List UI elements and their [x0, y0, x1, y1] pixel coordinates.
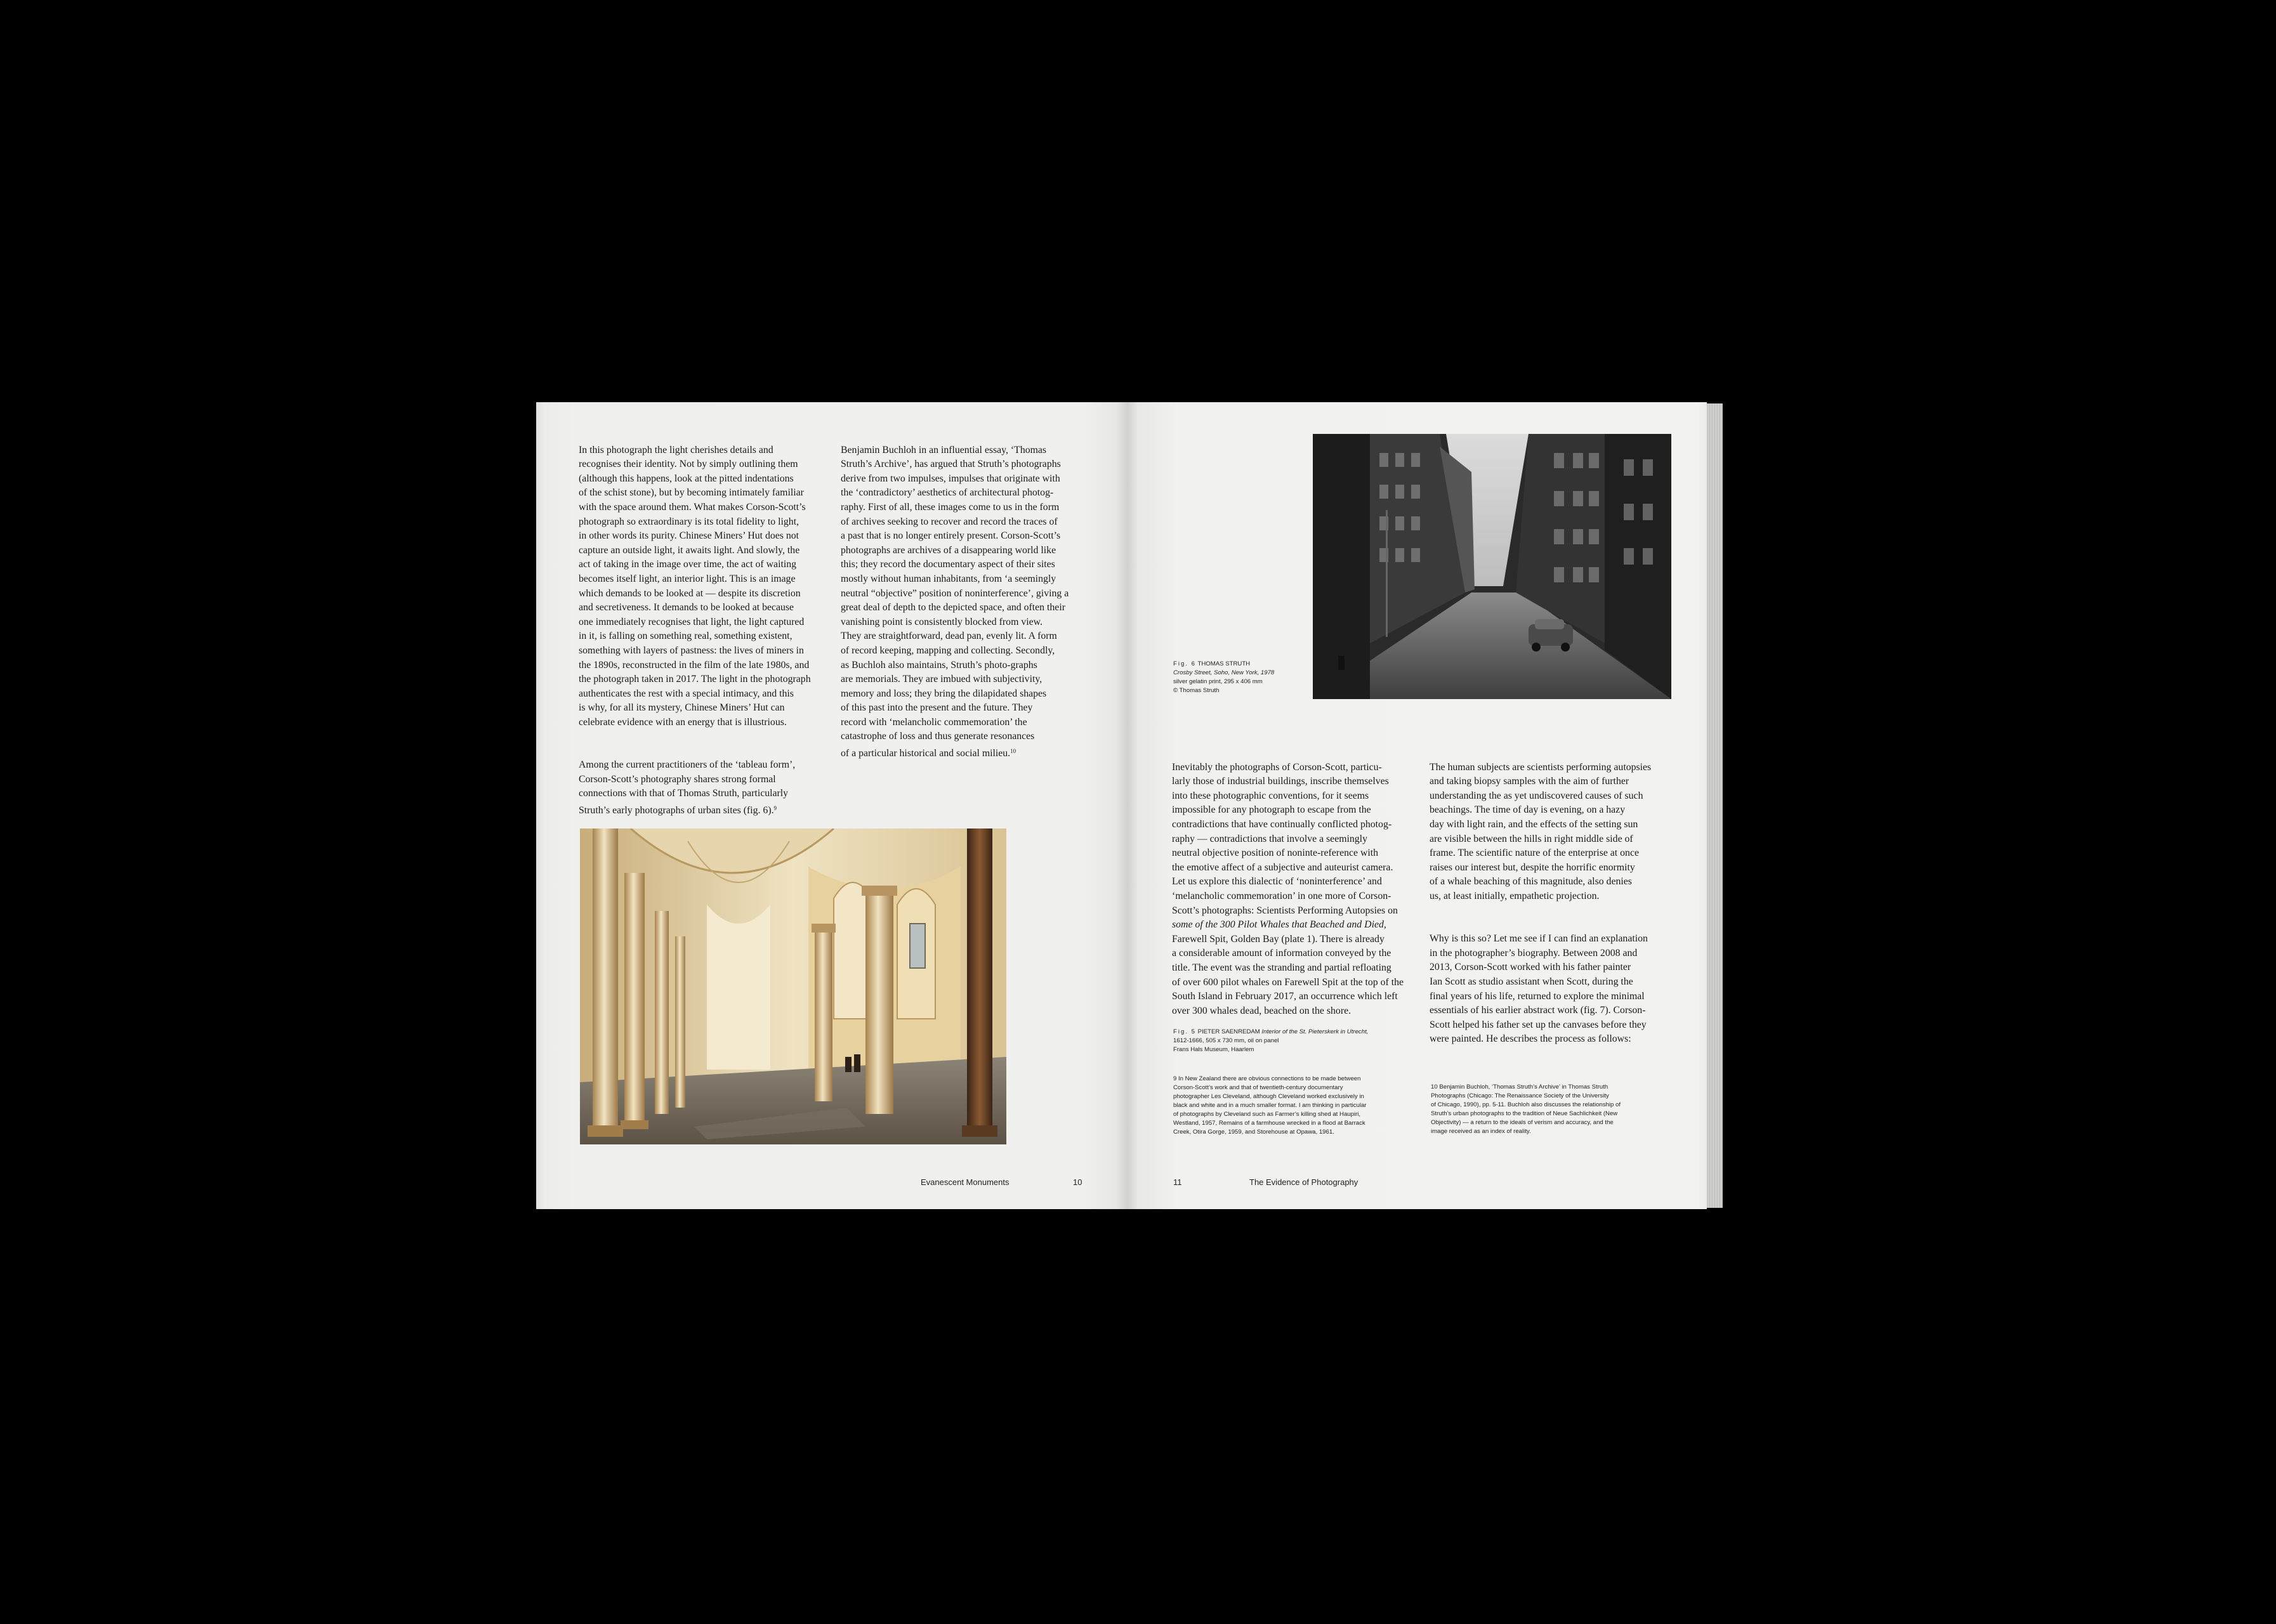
line: day with light rain, and the effects of the setting sun	[1430, 818, 1638, 830]
line: something with layers of pastness: the lives of miners in	[579, 645, 804, 656]
line: photographer Les Cleveland, although Cleveland worked exclusively in	[1173, 1093, 1364, 1100]
line: (although this happens, look at the pitted indentations	[579, 473, 794, 484]
page-number-right: 11	[1173, 1177, 1182, 1187]
church-interior-image	[580, 828, 1006, 1144]
line: South Island in February 2017, an occurrence which left	[1172, 991, 1398, 1002]
line: contradictions that have continually conflicted photog-	[1172, 818, 1392, 830]
line: record with ‘melancholic commemoration’ the	[841, 716, 1027, 728]
line: Photographs (Chicago: The Renaissance Society of the University	[1431, 1092, 1609, 1099]
line: Corson-Scott’s work and that of twentieth-century documentary	[1173, 1084, 1343, 1091]
line: celebrate evidence with an energy that is illustrious.	[579, 716, 787, 728]
line: one immediately recognises that light, the light captured	[579, 616, 805, 627]
line: are memorials. They are imbued with subjectivity,	[841, 674, 1043, 685]
line: raises our interest but, despite the horrific enormity	[1430, 861, 1635, 873]
line: neutral objective position of noninte-reference with	[1172, 848, 1379, 859]
paragraph-why	[1430, 932, 1693, 1047]
fig5-caption	[1173, 1028, 1427, 1054]
line: of record keeping, mapping and collecting. Secondly,	[841, 645, 1055, 656]
left-page	[536, 402, 1127, 1209]
line: Benjamin Buchloh in an influential essay, ‘Thomas	[841, 444, 1047, 455]
line: into these photographic conventions, for it seems	[1172, 790, 1369, 801]
line: photographs are archives of a disappearing world like	[841, 544, 1056, 556]
line: of Chicago, 1990), pp. 5-11. Buchloh also discusses the relationship of	[1431, 1101, 1621, 1108]
line: raphy — contradictions that involve a seemingly	[1172, 833, 1367, 844]
line: of a whale beaching of this magnitude, also denies	[1430, 876, 1632, 887]
church-interior-painting	[580, 828, 1006, 1144]
right-column-2	[1430, 746, 1693, 1061]
fig6-artist: THOMAS STRUTH	[1197, 660, 1251, 667]
line: understanding the as yet undiscovered causes of such	[1430, 790, 1643, 801]
line: 10 Benjamin Buchloh, ‘Thomas Struth’s Archive’ in Thomas Struth	[1431, 1084, 1608, 1090]
line: memory and loss; they bring the dilapidated shapes	[841, 688, 1047, 699]
street-photograph-image	[1313, 434, 1671, 699]
line: Struth’s early photographs of urban sites (fig. 6).	[579, 804, 774, 816]
line: of the schist stone), but by becoming intimately familiar	[579, 487, 804, 499]
line: In this photograph the light cherishes details and	[579, 444, 773, 455]
line: of photographs by Cleveland such as Farmer’s killing shed at Haupiri,	[1173, 1111, 1361, 1118]
right-column-1	[1172, 746, 1426, 1033]
line: the 1890s, reconstructed in the film of the late 1980s, and	[579, 659, 810, 671]
paragraph-inevitably	[1172, 761, 1426, 1019]
line: capture an outside light, it awaits light. And slowly, the	[579, 544, 800, 556]
line: Inevitably the photographs of Corson-Scott, particu-	[1172, 761, 1382, 773]
line: in it, is falling on something real, something existent,	[579, 631, 793, 642]
right-page	[1127, 402, 1707, 1209]
line: photograph so extraordinary is its total fidelity to light,	[579, 516, 799, 527]
line: this; they record the documentary aspect of their sites	[841, 559, 1055, 570]
left-column-2	[841, 429, 1107, 775]
line: final years of his life, returned to explore the minimal	[1430, 990, 1645, 1002]
line: a considerable amount of information conveyed by the	[1172, 948, 1391, 959]
left-column-1	[579, 429, 832, 832]
line: Creek, Otira Gorge, 1959, and Storehouse at Opawa, 1961.	[1173, 1129, 1334, 1136]
line: were painted. He describes the process as follows:	[1430, 1033, 1631, 1045]
line: of this past into the present and the future. They	[841, 702, 1033, 714]
line: 2013, Corson-Scott worked with his father painter	[1430, 962, 1631, 973]
line: Ian Scott as studio assistant when Scott, during the	[1430, 976, 1633, 987]
line: black and white and in a much smaller format. I am thinking in particular	[1173, 1102, 1367, 1109]
line: impossible for any photograph to escape from the	[1172, 804, 1371, 816]
street-photograph	[1313, 434, 1671, 699]
line: in the photographer’s biography. Between 2008 and	[1430, 947, 1638, 959]
line: and taking biopsy samples with the aim of further	[1430, 776, 1629, 787]
line: vanishing point is consistently blocked from view.	[841, 616, 1043, 627]
line: neutral “objective” position of noninterference’, giving a	[841, 587, 1069, 599]
footnote-10	[1431, 1083, 1685, 1136]
line: a past that is no longer entirely present. Corson-Scott’s	[841, 530, 1061, 542]
book-spread	[536, 402, 1723, 1209]
line: Westland, 1957, Remains of a farmhouse wrecked in a flood at Barrack	[1173, 1120, 1365, 1127]
line: image received as an index of reality.	[1431, 1128, 1531, 1135]
line: Corson-Scott’s photography shares strong formal	[579, 773, 776, 785]
line: beachings. The time of day is evening, on a hazy	[1430, 804, 1626, 816]
line: is why, for all its mystery, Chinese Miners’ Hut can	[579, 702, 785, 714]
line: The human subjects are scientists performing autopsies	[1430, 761, 1652, 773]
line: with the space around them. What makes Corson-Scott’s	[579, 501, 806, 513]
line: as Buchloh also maintains, Struth’s photo-graphs	[841, 659, 1037, 671]
line: 9 In New Zealand there are obvious connections to be made between	[1173, 1075, 1361, 1082]
line: are visible between the hills in right middle side of	[1430, 833, 1633, 844]
line: ‘melancholic commemoration’ in one more of Corson-	[1172, 890, 1391, 901]
line: which demands to be looked at — despite its discretion	[579, 587, 801, 599]
line: authenticates the rest with a special intimacy, and this	[579, 688, 794, 699]
line: act of taking in the image over time, the act of waiting	[579, 559, 797, 570]
line: recognises their identity. Not by simply outlining them	[579, 459, 798, 470]
fig5-credit: Frans Hals Museum, Haarlem	[1173, 1046, 1254, 1053]
line: They are straightforward, dead pan, evenly lit. A form	[841, 631, 1057, 642]
line: derive from two impulses, impulses that originate with	[841, 473, 1060, 484]
line: connections with that of Thomas Struth, particularly	[579, 788, 789, 799]
fig6-title: Crosby Street, Soho, New York, 1978	[1173, 669, 1275, 676]
fig6-label: Fig. 6	[1173, 660, 1196, 667]
line: Among the current practitioners of the ‘tableau form’,	[579, 759, 796, 771]
fig6-caption	[1173, 660, 1313, 695]
line: raphy. First of all, these images come to us in the form	[841, 501, 1060, 513]
paragraph-human-subjects	[1430, 761, 1693, 904]
line: Why is this so? Let me see if I can find an explanation	[1430, 933, 1648, 945]
line: in other words its purity. Chinese Miners’ Hut does not	[579, 530, 799, 542]
line: of over 600 pilot whales on Farewell Spit at the top of the	[1172, 976, 1404, 988]
line: mostly without human inhabitants, from ‘a seemingly	[841, 573, 1056, 584]
line: becomes itself light, an interior light. This is an image	[579, 573, 796, 584]
line: essentials of his earlier abstract work (fig. 7). Corson-	[1430, 1005, 1646, 1016]
footnote-9	[1173, 1075, 1427, 1137]
line: the ‘contradictory’ aesthetics of architectural photog-	[841, 487, 1054, 499]
line: Struth’s urban photographs to the tradition of Neue Sachlichkeit (New	[1431, 1110, 1618, 1117]
fig5-medium: 1612-1666, 505 x 730 mm, oil on panel	[1173, 1037, 1279, 1044]
fig6-credit: © Thomas Struth	[1173, 687, 1220, 694]
paragraph-buchloh	[841, 443, 1107, 761]
line: us, at least initially, empathetic projection.	[1430, 890, 1600, 901]
line: the emotive affect of a subjective and auteurist camera.	[1172, 861, 1393, 873]
line: the photograph taken in 2017. The light in the photograph	[579, 674, 811, 685]
line: Struth’s Archive’, has argued that Struth’s photographs	[841, 459, 1061, 470]
paragraph-light	[579, 443, 832, 730]
line: title. The event was the stranding and partial refloating	[1172, 962, 1391, 973]
fig5-label: Fig. 5	[1173, 1028, 1196, 1035]
line: frame. The scientific nature of the enterprise at once	[1430, 848, 1639, 859]
line: some of the 300 Pilot Whales that Beached and Died,	[1172, 919, 1386, 931]
fig5-artist: PIETER SAENREDAM	[1197, 1028, 1260, 1035]
line: Farewell Spit, Golden Bay (plate 1). There is already	[1172, 933, 1385, 945]
line: Objectivity) — a return to the ideals of verism and accuracy, and the	[1431, 1119, 1614, 1126]
line: of archives seeking to recover and record the traces of	[841, 516, 1058, 527]
page-edge-stack	[1707, 403, 1723, 1208]
fig6-medium: silver gelatin print, 295 x 406 mm	[1173, 678, 1263, 685]
line: over 300 whales dead, beached on the shore.	[1172, 1005, 1352, 1016]
page-number-left: 10	[1073, 1177, 1082, 1187]
line: catastrophe of loss and thus generate resonances	[841, 731, 1035, 742]
line: Let us explore this dialectic of ‘noninterference’ and	[1172, 876, 1382, 887]
line: of a particular historical and social milieu.	[841, 748, 1011, 759]
footnote-ref-10[interactable]: 10	[1010, 748, 1016, 755]
line: great deal of depth to the depicted space, and often their	[841, 602, 1065, 613]
running-title-right: The Evidence of Photography	[1249, 1177, 1358, 1187]
line: Scott’s photographs: Scientists Performing Autopsies on	[1172, 905, 1398, 916]
running-title-left: Evanescent Monuments	[921, 1177, 1010, 1187]
paragraph-tableau	[579, 758, 832, 818]
footnote-ref-9[interactable]: 9	[773, 804, 777, 811]
line: larly those of industrial buildings, inscribe themselves	[1172, 776, 1389, 787]
line: Scott helped his father set up the canvases before they	[1430, 1019, 1647, 1030]
line: and secretiveness. It demands to be looked at because	[579, 602, 794, 613]
fig5-title: Interior of the St. Pieterskerk in Utrecht,	[1261, 1028, 1369, 1035]
